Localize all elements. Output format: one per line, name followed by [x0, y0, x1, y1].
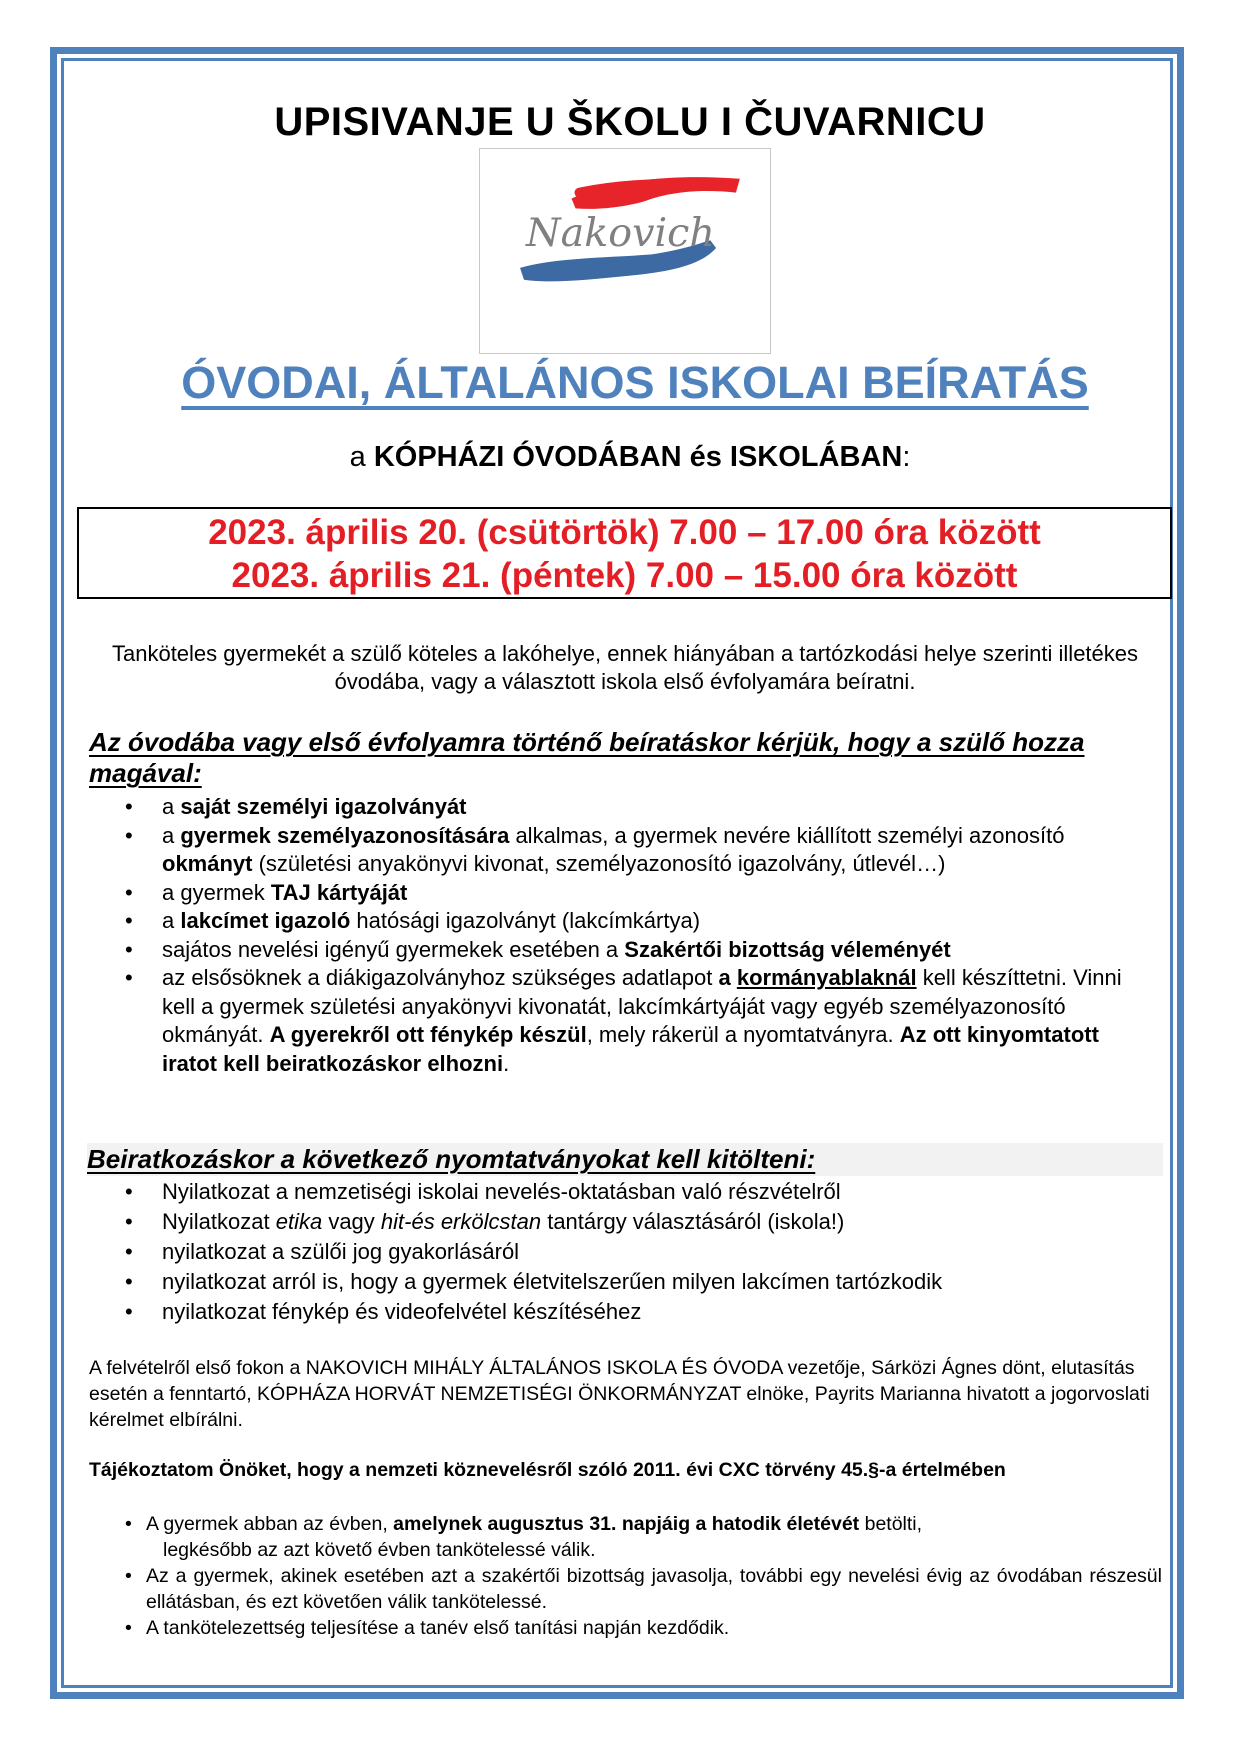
list-item: • a gyermek személyazonosítására alkalmas, a gyermek nevére kiállított személyi azonosító okmányt (születési anyakönyvi kivonat, személyazonosító igazolvány, útlevél…) — [162, 822, 1157, 879]
list-item: • nyilatkozat a szülői jog gyakorlásáról — [162, 1237, 1157, 1267]
main-title-text: ÓVODAI, ÁLTALÁNOS ISKOLAI BEÍRATÁS — [181, 357, 1089, 408]
subtitle-prefix: a — [349, 441, 374, 473]
subtitle-suffix: : — [902, 441, 911, 473]
subtitle-bold: KÓPHÁZI ÓVODÁBAN és ISKOLÁBAN — [373, 441, 903, 473]
dates-box — [77, 507, 1172, 599]
date-line-2: 2023. április 21. (péntek) 7.00 – 15.00 óra között — [231, 556, 1018, 595]
decision-paragraph: A felvételről első fokon a NAKOVICH MIHÁLY ÁLTALÁNOS ISKOLA ÉS ÓVODA vezetője, Sárközi Ágnes dönt, elutasítás esetén a fenntartó, KÓPHÁZA HORVÁT NEMZETISÉGI ÖNKORMÁNYZAT elnöke, Payrits Marianna hivatott a jogorvoslati kérelmet elbírálni. — [89, 1357, 1150, 1431]
list-item: • Nyilatkozat etika vagy hit-és erkölcstan tantárgy választásáról (iskola!) — [162, 1207, 1157, 1237]
list-item: • Az a gyermek, akinek esetében azt a szakértői bizottság javasolja, további egy nevelési évig az óvodában részesül ellátásban, és ezt követően válik tankötelessé. — [146, 1563, 1162, 1615]
list-item: • A gyermek abban az évben, amelynek augusztus 31. napjáig a hatodik életévét betölti, legkésőbb az azt követő évben tankötelessé válik. — [146, 1511, 1162, 1563]
svg-text:Nakovich: Nakovich — [525, 210, 715, 257]
intro-paragraph: Tanköteles gyermekét a szülő köteles a lakóhelye, ennek hiányában a tartózkodási helye szerinti illetékes óvodába, vagy a választott iskola első évfolyamára beíratni. — [111, 641, 1139, 694]
nakovich-logo — [479, 148, 771, 354]
section1-list — [162, 793, 1157, 1078]
list-item: • nyilatkozat arról is, hogy a gyermek életvitelszerűen milyen lakcímen tartózkodik — [162, 1267, 1157, 1297]
law-paragraph: Tájékoztatom Önöket, hogy a nemzeti köznevelésről szóló 2011. évi CXC törvény 45.§-a értelmében — [89, 1459, 1006, 1481]
law-list — [146, 1511, 1162, 1641]
list-item: • a saját személyi igazolványát — [162, 793, 1157, 822]
list-item: • A tankötelezettség teljesítése a tanév első tanítási napján kezdődik. — [146, 1615, 1162, 1641]
nakovich-logo-icon — [480, 149, 770, 353]
list-item: • sajátos nevelési igényű gyermekek esetében a Szakértői bizottság véleményét — [162, 936, 1157, 965]
document-title: UPISIVANJE U ŠKOLU I ČUVARNICU — [274, 100, 986, 144]
section1-heading: Az óvodába vagy első évfolyamra történő beíratáskor kérjük, hogy a szülő hozza magával: — [89, 727, 1085, 788]
section2-list — [162, 1177, 1157, 1327]
date-line-1: 2023. április 20. (csütörtök) 7.00 – 17.00 óra között — [208, 513, 1041, 552]
list-item: • a lakcímet igazoló hatósági igazolványt (lakcímkártya) — [162, 907, 1157, 936]
list-item: • Nyilatkozat a nemzetiségi iskolai nevelés-oktatásban való részvételről — [162, 1177, 1157, 1207]
list-item: • a gyermek TAJ kártyáját — [162, 879, 1157, 908]
section2-heading: Beiratkozáskor a következő nyomtatványokat kell kitölteni: — [87, 1143, 1163, 1176]
list-item: • nyilatkozat fénykép és videofelvétel készítéséhez — [162, 1297, 1157, 1327]
list-item: • az elsősöknek a diákigazolványhoz szükséges adatlapot a kormányablaknál kell készíttetni. Vinni kell a gyermek születési anyakönyvi kivonatát, lakcímkártyáját vagy egyéb személyazonosító okmányát. A gyerekről ott fénykép készül, mely rákerül a nyomtatványra. Az ott kinyomtatott iratot kell beiratkozáskor elhozni. — [162, 964, 1157, 1078]
subtitle — [0, 441, 1240, 474]
main-title — [0, 357, 1240, 409]
